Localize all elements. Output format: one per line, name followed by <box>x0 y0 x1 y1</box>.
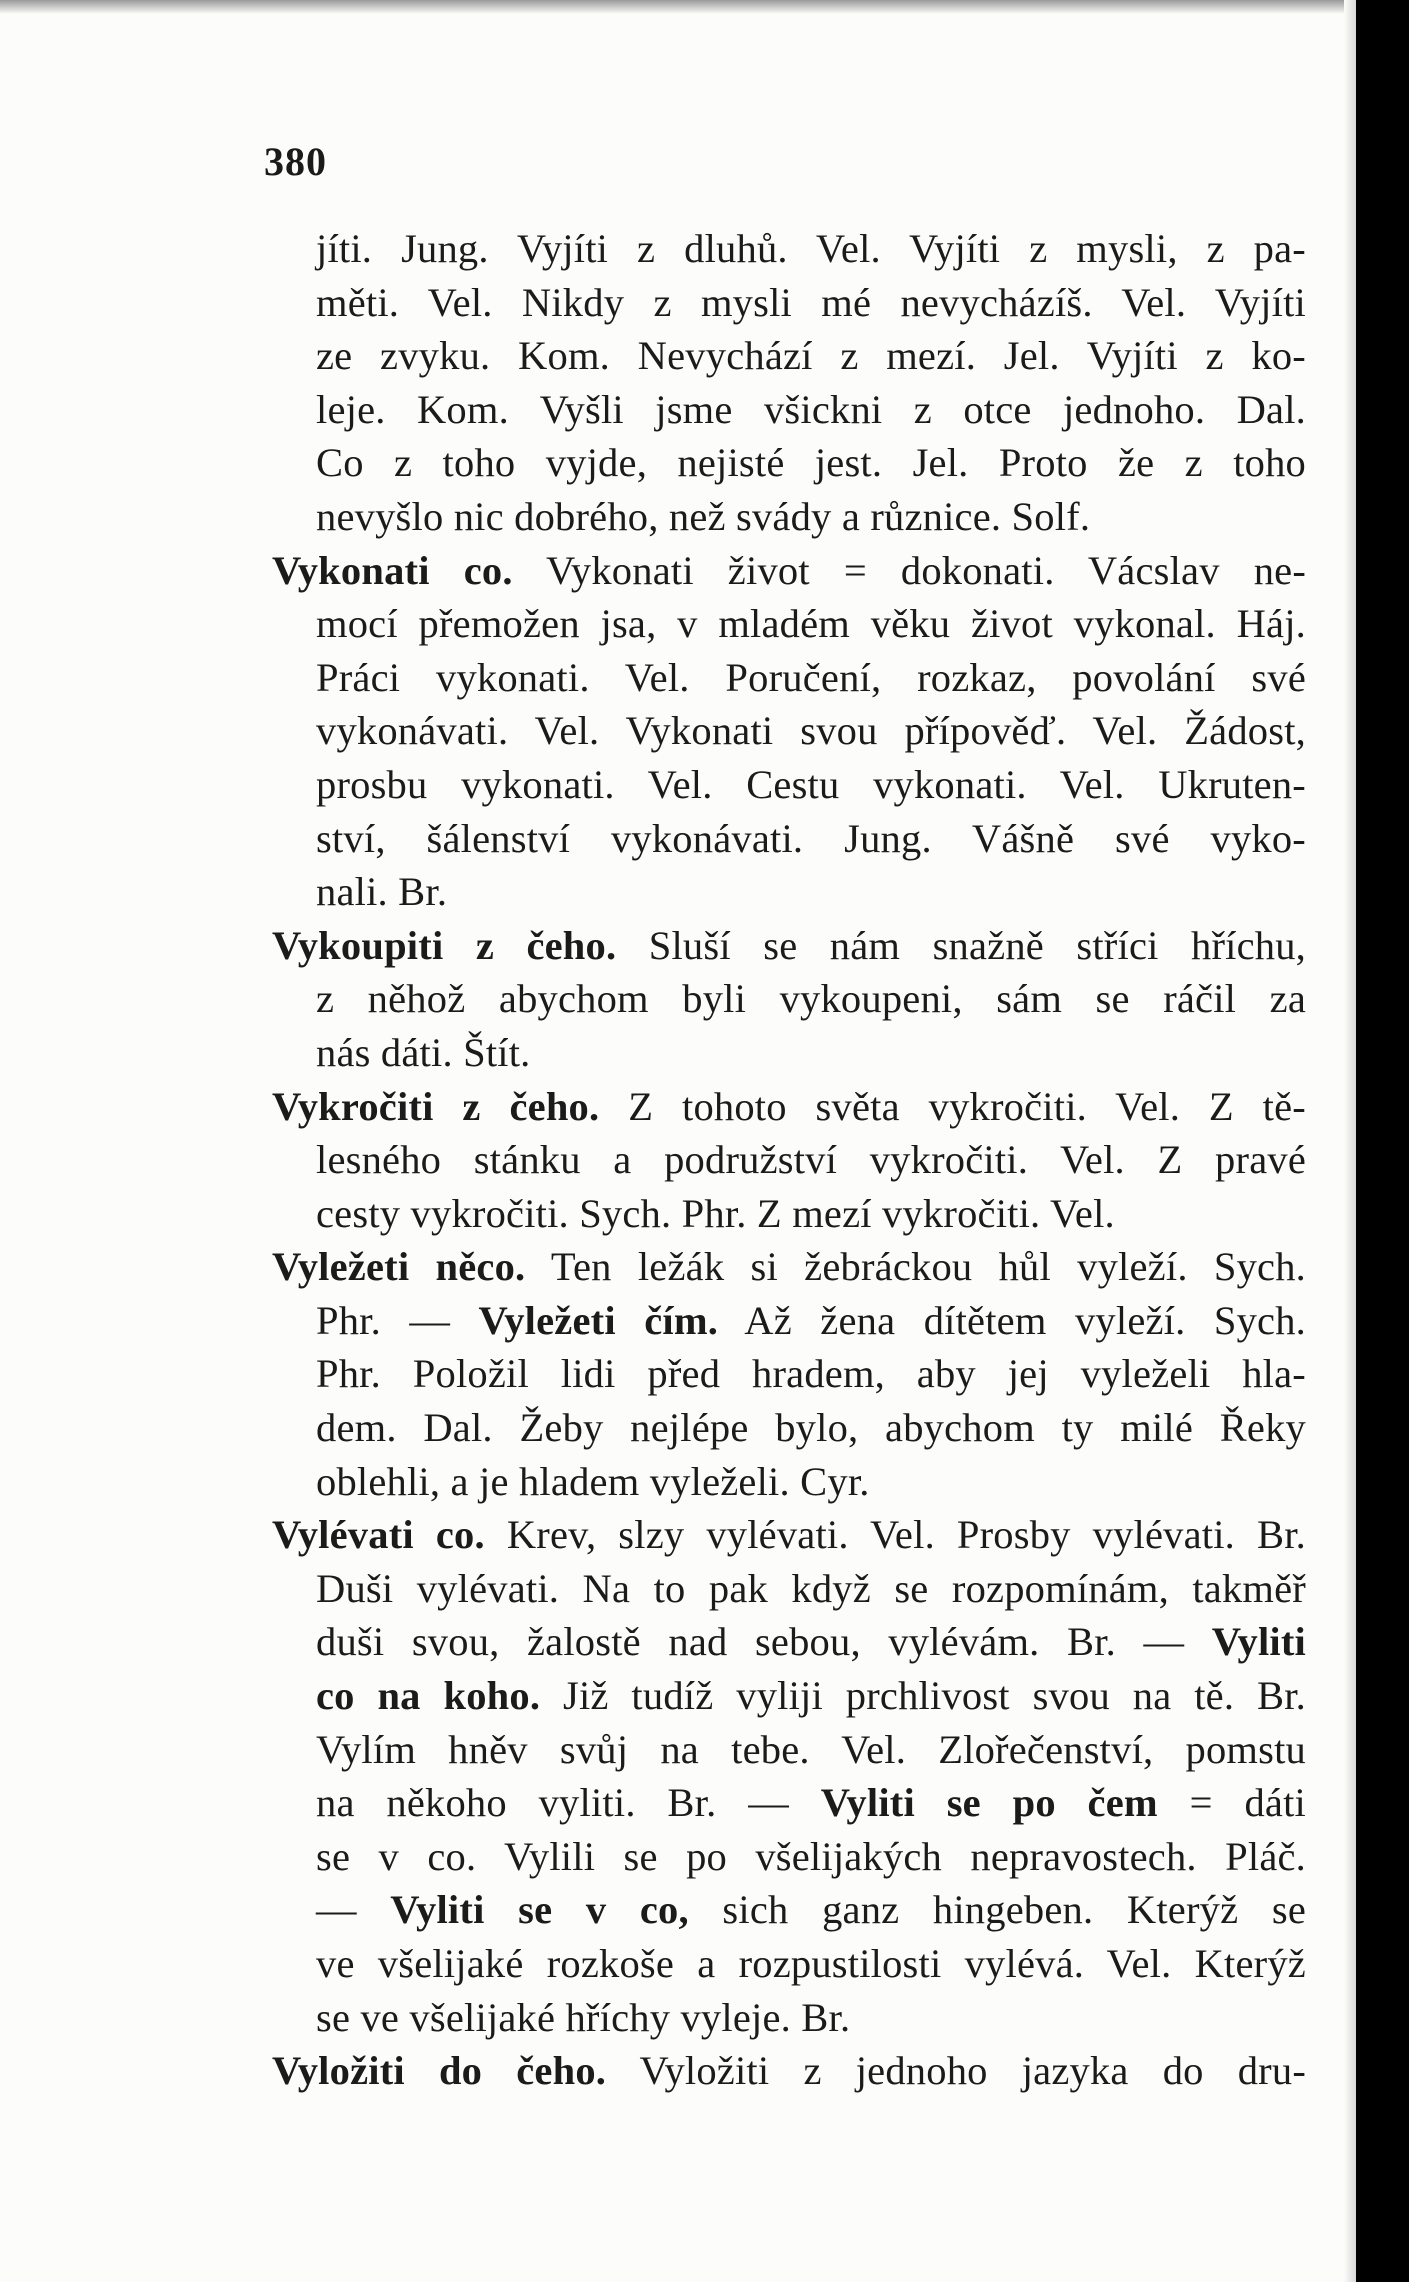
entry-text: jíti. Jung. Vyjíti z dluhů. Vel. Vyjíti z mysli, z pa- <box>316 226 1306 271</box>
entry-text: z něhož abychom byli vykoupeni, sám se ráčil za <box>316 976 1306 1022</box>
entry-text: mocí přemožen jsa, v mladém věku život vykonal. Háj. <box>316 601 1306 647</box>
entry-line <box>272 490 1306 544</box>
entry-text: dem. Dal. Žeby nejlépe bylo, abychom ty milé Řeky <box>316 1405 1306 1451</box>
entry-line <box>272 865 1306 919</box>
entry-first-line <box>272 2044 1306 2098</box>
entry-line <box>272 597 1306 651</box>
entry-line <box>272 1883 1306 1937</box>
headword: Vykoupiti z čeho. <box>272 922 617 968</box>
entry-line <box>272 1991 1306 2045</box>
entry-text: vykonávati. Vel. Vykonati svou přípověď. Vel. Žádost, <box>316 708 1306 754</box>
entry-line <box>272 1401 1306 1455</box>
entry-line <box>272 1133 1306 1187</box>
entry-text: ze zvyku. Kom. Nevychází z mezí. Jel. Vyjíti z ko- <box>316 333 1306 379</box>
entry-line <box>272 1187 1306 1241</box>
entry-text: duši svou, žalostě nad sebou, vylévám. Br. — <box>316 1619 1212 1665</box>
entry-first-line <box>272 544 1306 598</box>
entry-line <box>272 383 1306 437</box>
entry-text: ství, šálenství vykonávati. Jung. Vášně své vyko- <box>316 815 1306 861</box>
entry-text: Vyložiti z jednoho jazyka do dru- <box>606 2048 1307 2094</box>
page-top-shadow <box>0 0 1356 14</box>
entry-text: na někoho vyliti. Br. — <box>316 1780 821 1826</box>
headword: Vyliti se po čem <box>820 1780 1158 1826</box>
entry-text: lesného stánku a podružství vykročiti. Vel. Z pravé <box>316 1137 1306 1183</box>
entry-text: Sluší se nám snažně stříci hříchu, <box>616 922 1307 968</box>
entry-line <box>272 758 1306 812</box>
headword: Vykročiti z čeho. <box>272 1083 600 1129</box>
headword: Vykonati co. <box>272 547 513 593</box>
headword: Vyliti <box>1211 1619 1306 1665</box>
entry-text: Vykonati život = dokonati. Vácslav ne- <box>512 547 1307 593</box>
entry-line <box>272 972 1306 1026</box>
headword: Vylévati co. <box>272 1512 485 1558</box>
headword: Vyležeti něco. <box>272 1244 526 1290</box>
scan-border <box>1356 0 1409 2282</box>
entry-line <box>272 1615 1306 1669</box>
entry-line <box>272 812 1306 866</box>
entry-text: nás dáti. Štít. <box>316 1029 531 1075</box>
page-number: 380 <box>264 139 327 184</box>
headword: co na koho. <box>316 1673 541 1719</box>
entry-line <box>272 1723 1306 1777</box>
entry-line <box>272 276 1306 330</box>
entry-text: Až žena dítětem vyleží. Sych. <box>718 1297 1306 1343</box>
headword: Vyložiti do čeho. <box>272 2048 607 2094</box>
headword: Vyležeti čím. <box>478 1297 719 1343</box>
entry-text: Duši vylévati. Na to pak když se rozpomínám, takměř <box>316 1565 1306 1611</box>
entry-text: nevyšlo nic dobrého, než svády a různice. Solf. <box>316 493 1091 539</box>
headword: Vyliti se v co, <box>390 1887 689 1933</box>
entry-text: Již tudíž vyliji prchlivost svou na tě. Br. <box>540 1673 1306 1719</box>
entry-text: se ve všelijaké hříchy vyleje. Br. <box>316 1994 851 2040</box>
entry-line <box>272 1347 1306 1401</box>
entry-line <box>272 1455 1306 1509</box>
entry-text: prosbu vykonati. Vel. Cestu vykonati. Vel. Ukruten- <box>316 761 1306 807</box>
entry-line <box>272 704 1306 758</box>
entry-line <box>272 1937 1306 1991</box>
entry-text: = dáti <box>1157 1780 1306 1826</box>
dictionary-text <box>272 222 1306 2098</box>
entry-text: sich ganz hingeben. Kterýž se <box>688 1887 1306 1933</box>
page-gutter-shadow <box>1344 0 1356 2282</box>
entry-first-line <box>272 1240 1306 1294</box>
entry-text: — <box>316 1887 391 1933</box>
entry-first-line <box>272 1508 1306 1562</box>
entry-text: nali. Br. <box>316 869 448 915</box>
entry-text: Ten ležák si žebráckou hůl vyleží. Sych. <box>525 1244 1306 1290</box>
entry-text: ve všelijaké rozkoše a rozpustilosti vylévá. Vel. Kterýž <box>316 1941 1306 1986</box>
entry-text: měti. Vel. Nikdy z mysli mé nevycházíš. Vel. Vyjíti <box>316 279 1306 325</box>
entry-text: cesty vykročiti. Sych. Phr. Z mezí vykročiti. Vel. <box>316 1190 1115 1236</box>
entry-line <box>272 329 1306 383</box>
entry-text: Z tohoto světa vykročiti. Vel. Z tě- <box>599 1083 1306 1129</box>
entry-text: Vylím hněv svůj na tebe. Vel. Zlořečenství, pomstu <box>316 1726 1306 1772</box>
entry-line <box>272 1776 1306 1830</box>
entry-text: Phr. — <box>316 1297 479 1343</box>
entry-first-line <box>272 1080 1306 1134</box>
entry-text: Krev, slzy vylévati. Vel. Prosby vylévati. Br. <box>484 1512 1306 1558</box>
entry-line <box>272 1562 1306 1616</box>
entry-line <box>272 1294 1306 1348</box>
entry-line <box>272 436 1306 490</box>
entry-text: se v co. Vylili se po všelijakých nepravostech. Pláč. <box>316 1833 1306 1879</box>
entry-text: oblehli, a je hladem vyleželi. Cyr. <box>316 1458 870 1504</box>
entry-line <box>272 1669 1306 1723</box>
entry-line <box>272 222 1306 276</box>
entry-first-line <box>272 919 1306 973</box>
entry-line <box>272 1026 1306 1080</box>
entry-text: Co z toho vyjde, nejisté jest. Jel. Proto že z toho <box>316 440 1306 486</box>
entry-text: Práci vykonati. Vel. Poručení, rozkaz, povolání své <box>316 654 1306 700</box>
entry-text: leje. Kom. Vyšli jsme všickni z otce jednoho. Dal. <box>316 386 1306 432</box>
entry-line <box>272 651 1306 705</box>
entry-text: Phr. Položil lidi před hradem, aby jej vyleželi hla- <box>316 1351 1306 1397</box>
entry-line <box>272 1830 1306 1884</box>
